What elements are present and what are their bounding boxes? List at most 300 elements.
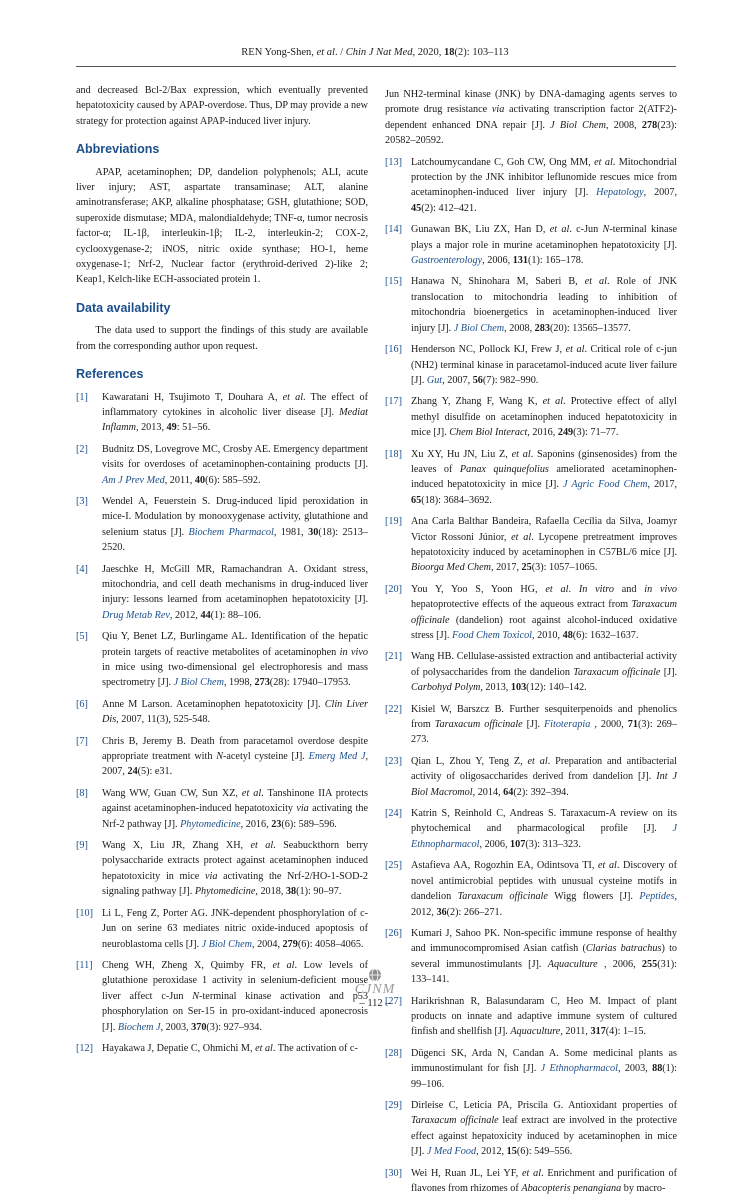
reference-text-part: 30 (308, 526, 319, 538)
journal-link[interactable]: J Agric Food Chem (562, 479, 648, 491)
journal-link[interactable]: Food Chem Toxicol (452, 630, 533, 641)
reference-text-part: Henderson NC, Pollock KJ, Frew J, (411, 344, 566, 356)
reference-text-part: Katrin S, Reinhold C, Andreas S. Taraxacum-A review on its phytochemical and pharmacological profile [J]. (411, 808, 677, 835)
reference-text-part: 44 (200, 609, 211, 621)
reference-number: [4] (76, 563, 88, 575)
reference-text-part: , 2012, (411, 891, 677, 918)
reference-text-part: Bioorga Med Chem (411, 562, 491, 574)
reference-text (102, 697, 368, 728)
journal-link[interactable]: J Ethnopharmacol (540, 1063, 618, 1075)
reference-text-part: (6): 549–556. (516, 1146, 573, 1158)
reference-text-part: (1): 88–106. (210, 609, 262, 621)
reference-text-part: , 2007, (442, 374, 473, 386)
reference-number: [18] (385, 448, 402, 460)
reference-text-part: Taraxacum officinale (457, 891, 548, 903)
reference-text-part: , 2016, (527, 427, 558, 439)
reference-text-part: by macro- (621, 1183, 666, 1194)
reference-number: [26] (385, 927, 402, 939)
reference-number: [5] (76, 631, 88, 643)
reference-number: [11] (76, 959, 93, 971)
reference-text-part: , 2011, (560, 1026, 591, 1038)
reference-item (385, 806, 677, 852)
logo-globe-icon (364, 968, 386, 982)
reference-item (385, 1166, 677, 1197)
reference-text-part: 48 (562, 630, 573, 641)
reference-text (411, 447, 677, 509)
reference-text-part: (6): 4058–4065. (297, 938, 364, 950)
reference-text-part: , 2014, (472, 786, 504, 798)
reference-number: [17] (385, 396, 402, 408)
reference-text-part: et al (565, 344, 585, 356)
reference-number: [16] (385, 344, 402, 356)
reference-text-part: Wendel A, Feuerstein S. Drug-induced lipid peroxidation in mice-I. Modulation by monooxygenase activity, glutathione and selenium status [J]. (102, 495, 368, 538)
reference-text (102, 390, 368, 436)
reference-text-part: Gunawan BK, Liu ZX, Han D, (411, 224, 550, 236)
reference-text-part: , 2007, (643, 187, 678, 199)
reference-number: [12] (76, 1042, 93, 1054)
reference-item (76, 786, 368, 832)
reference-text-part: (1): 99–106. (411, 1063, 677, 1090)
reference-text (102, 1041, 368, 1056)
reference-text-part: Mediat Inflamm (102, 406, 368, 434)
reference-item (385, 514, 677, 576)
reference-text-part: Kawaratani H, Tsujimoto T, Douhara A, (102, 391, 283, 403)
header-volume: 18 (444, 47, 455, 58)
reference-text-part: (2): 412–421. (421, 202, 477, 214)
reference-text-part: Dirleise C, Leticia PA, Priscila G. Antioxidant properties of (411, 1099, 677, 1111)
reference-text-part: J Biol Chem (550, 119, 606, 131)
reference-text-part: Clarias batrachus (585, 943, 662, 955)
reference-text-part: Taraxacum officinale (573, 666, 661, 678)
reference-item (76, 562, 368, 624)
reference-text-part: et al (282, 391, 304, 403)
reference-text-part: 38 (285, 886, 297, 898)
reference-text (102, 562, 368, 624)
reference-text (411, 155, 677, 217)
reference-text-part: . Lycopene pretreatment improves hepatotoxicity induced by acetaminophen in C57BL/6 mice [J]. (411, 531, 678, 558)
reference-text-part: (3): 1057–1065. (531, 562, 598, 574)
reference-text-part: , 2011, (164, 474, 195, 486)
reference-text-part: N (192, 990, 200, 1002)
reference-text-part: (18): 3684–3692. (421, 494, 492, 506)
reference-text-part: Jaeschke H, McGill MR, Ramachandran A. Oxidant stress, mitochondria, and cell death mechanisms in drug-induced liver injury: lessons learned from acetaminophen hepatotoxicity [J]. (102, 563, 368, 606)
reference-text-part: et al (545, 583, 569, 595)
reference-text-part: Ana Carla Balthar Bandeira, Rafaella Cecília da Silva, Joamyr Victor Rossoni Júnior, (411, 516, 677, 543)
reference-item (76, 1041, 368, 1056)
reference-number: [30] (385, 1167, 402, 1179)
reference-item (76, 442, 368, 488)
reference-text-part: Taraxacum officinale (411, 1115, 499, 1127)
reference-text-part: . Discovery of novel antimicrobial peptides with unusual cysteine motifs in dandelion (411, 860, 677, 903)
reference-text-part: Qiu Y, Benet LZ, Burlingame AL. Identification of the hepatic protein targets of reactive metabolites of acetaminophen (102, 631, 368, 658)
reference-text-part: via (296, 803, 309, 815)
reference-number: [20] (385, 583, 402, 595)
reference-text-part: (4): 1–15. (605, 1026, 646, 1038)
reference-item (385, 754, 677, 800)
reference-text-part: . Enrichment and purification of flavones from rhizomes of (411, 1167, 678, 1194)
reference-list-right (385, 155, 677, 1197)
journal-link[interactable]: J Biol Chem (173, 677, 224, 689)
reference-text-part: , 2006, (479, 838, 511, 850)
reference-item (385, 702, 677, 748)
journal-link[interactable]: J Biol Chem (201, 938, 252, 950)
journal-link[interactable]: Biochem J (117, 1021, 161, 1033)
reference-text-part: . Low levels of glutathione peroxidase 1 activity in selenium-deficient mouse liver affect c-Jun (102, 959, 368, 1002)
reference-text-part: in mice using two-dimensional gel electrophoresis and mass spectrometry [J]. (102, 662, 368, 689)
reference-text-part: . (568, 583, 579, 595)
reference-text (411, 394, 677, 440)
journal-link[interactable]: J Ethnopharmacol (411, 823, 677, 850)
reference-item (385, 274, 677, 336)
reference-text-part: Astafieva AA, Rogozhin EA, Odintsova TI, (411, 860, 598, 872)
reference-text (411, 342, 677, 388)
reference-text-part: and (613, 583, 645, 595)
reference-text-part: 131 (512, 255, 528, 267)
reference-item (385, 447, 677, 509)
reference-text-part: Harikrishnan R, Balasundaram C, Heo M. Impact of plant products on innate and adaptive immune system of cultured finfish and shellfish [J]. (411, 995, 677, 1038)
reference-text-part: Taraxacum officinale (434, 719, 523, 731)
reference-number: [3] (76, 495, 88, 507)
reference-text-part: et al (542, 396, 564, 408)
reference-item (385, 222, 677, 268)
reference-text-part: Wang WW, Guan CW, Sun XZ, (102, 787, 242, 799)
reference-text-part: N (602, 224, 610, 236)
reference-number: [15] (385, 276, 402, 288)
reference-text (411, 582, 677, 644)
reference-text-part: , 2013, (480, 682, 511, 694)
reference-text-part: et al (521, 1167, 542, 1179)
reference-text-part: et al (511, 531, 532, 543)
reference-text (411, 222, 677, 268)
reference-text-part: (23): 20582–20592. (385, 119, 678, 147)
reference-text-part: Budnitz DS, Lovegrove MC, Crosby AE. Emergency department visits for overdoses of acetaminophen-containing products [J]. (102, 443, 368, 471)
reference-number: [14] (385, 224, 402, 236)
reference-text (102, 786, 368, 832)
reference-text-part: (3): 71–77. (573, 427, 619, 439)
reference-text-part: (28): 17940–17953. (269, 677, 351, 689)
reference-text-part: , 2006, (482, 255, 513, 267)
header-rule (76, 66, 676, 67)
reference-number: [10] (76, 907, 93, 919)
reference-text-part: 273 (254, 677, 270, 689)
reference-text-part: N (216, 751, 223, 763)
reference-text-part: hepatoprotective effects of the aqueous extract from (411, 599, 632, 611)
reference-item (76, 906, 368, 952)
reference-text-part: You Y, Yoo S, Yoon HG, (411, 583, 546, 595)
header-etal: et al (316, 47, 335, 58)
reference-list-left (76, 390, 368, 1057)
reference-text-part: et al (272, 959, 295, 971)
reference-text-part: (6): 589–596. (281, 818, 337, 830)
reference-text-part: 25 (521, 562, 532, 574)
reference-text (411, 274, 677, 336)
reference-text (411, 1098, 677, 1160)
reference-text-part: . Seabuckthorn berry polysaccharide extracts protect against acetaminophen induced hepatotoxicity in mice (102, 840, 369, 882)
reference-text-part: et al (584, 276, 607, 288)
reference-text-part: Aquaculture (510, 1026, 561, 1038)
reference-text-part: , 2006, (597, 958, 642, 970)
reference-text-part: Qian L, Zhou Y, Teng Z, (411, 755, 528, 767)
reference-text-part: et al (511, 448, 531, 460)
reference-text-part: et al (255, 1042, 273, 1054)
reference-text-part: (20): 13565–13577. (549, 322, 631, 334)
reference-text-part: (7): 982–990. (482, 374, 539, 386)
reference-text-part: , 2013, (135, 422, 167, 434)
reference-12-continuation (385, 87, 677, 149)
reference-text-part: 249 (557, 427, 574, 439)
reference-item (385, 1046, 677, 1092)
journal-link[interactable]: Hepatology (596, 187, 644, 199)
left-column (76, 83, 368, 1062)
reference-text-part: ameliorated acetaminophen-induced hepatotoxicity in mice [J]. (411, 463, 677, 491)
reference-text-part: Anne M Larson. Acetaminophen hepatotoxicity [J]. (102, 698, 325, 710)
reference-number: [7] (76, 735, 88, 747)
intro-paragraph: and decreased Bcl-2/Bax expression, which eventually prevented hepatotoxicity caused by APAP-overdose. Thus, DP may provide a new strategy for protection against APAP-induced liver injury. (76, 85, 368, 127)
reference-item (385, 582, 677, 644)
reference-text (411, 858, 677, 920)
journal-link[interactable]: Biochem Pharmacol (188, 526, 274, 538)
reference-text-part: 64 (503, 786, 514, 798)
reference-text-part: , 2012, (169, 609, 201, 621)
reference-text-part: , 2008, (504, 322, 535, 334)
reference-text-part: , 1998, (223, 677, 255, 689)
journal-link[interactable]: Am J Prev Med (102, 474, 165, 486)
reference-text-part: . Protective effect of allyl methyl disulfide on acetaminophen induced hepatotoxicity in mice [J]. (411, 396, 677, 439)
reference-text-part: et al (594, 156, 613, 168)
reference-text-part: . Preparation and antibacterial activity of oligosaccharides derived from dandelion [J]. (411, 755, 677, 783)
reference-text-part: (6): 1632–1637. (572, 630, 639, 641)
reference-text-part: , 2017, (647, 479, 677, 491)
reference-text-part: , 2000, (590, 719, 628, 731)
reference-text-part: in vivo (644, 583, 677, 595)
reference-text-part: (1): 90–97. (296, 886, 342, 898)
reference-text-part: , 2003, (617, 1063, 653, 1075)
header-sep: . / (334, 47, 346, 58)
reference-item (385, 858, 677, 920)
reference-text (102, 442, 368, 488)
reference-text-part: 49 (166, 422, 177, 434)
reference-text-part: -terminal kinase plays a major role in murine acetaminophen hepatotoxicity [J]. (411, 224, 678, 251)
reference-text-part: 15 (506, 1146, 517, 1158)
reference-number: [13] (385, 156, 402, 168)
reference-text-part: 88 (652, 1063, 663, 1075)
reference-text-part: 255 (641, 958, 658, 970)
reference-text-part: Abacopteris penangiana (521, 1183, 622, 1194)
abbreviations-heading: Abbreviations (76, 142, 160, 157)
header-pages: (2): 103–113 (454, 47, 509, 58)
reference-text-part: . Mitochondrial protection by the JNK inhibitor leflunomide rescues mice from acetaminophen-induced liver injury [J]. (411, 156, 677, 199)
reference-text-part: Wang HB. Cellulase-assisted extraction and antibacterial activity of polysaccharides from the dandelion (411, 651, 677, 678)
reference-text-part: . Critical role of c-jun (NH2) terminal kinase in paracetamol-induced acute liver failure [J]. (411, 344, 678, 386)
logo-text: CJNM (354, 982, 396, 997)
reference-text-part: , 2004, (251, 938, 283, 950)
reference-text-part: ) to several immunostimulants [J]. (411, 943, 677, 970)
header-authors: REN Yong-Shen, (241, 47, 317, 58)
reference-text-part: [J]. (522, 719, 544, 731)
reference-text-part: 370 (191, 1021, 207, 1033)
reference-text-part: In vitro (578, 583, 614, 595)
reference-text-part: Hayakawa J, Depatie C, Ohmichi M, (102, 1042, 256, 1054)
reference-text-part: Int J Biol Macromol (411, 771, 677, 798)
reference-item (76, 390, 368, 436)
journal-link[interactable]: Phytomedicine (180, 818, 241, 830)
reference-text-part: 40 (194, 474, 206, 486)
reference-text-part: et al (250, 840, 274, 852)
page-number: – 112 – (359, 998, 391, 1009)
reference-text-part: (5): e31. (137, 766, 173, 778)
reference-text-part: . c-Jun (569, 224, 603, 236)
reference-text (411, 649, 677, 695)
reference-text (411, 1046, 677, 1092)
reference-text-part: , 2018, (255, 886, 286, 898)
reference-text (411, 754, 677, 800)
reference-text-part: . Tanshinone IIA protects against acetaminophen-induced hepatotoxicity (102, 787, 369, 815)
right-column (385, 87, 677, 1202)
reference-text-part: activating transcription factor 2(ATF2)-dependent enhanced DNA repair [J]. (385, 104, 677, 131)
reference-text (411, 514, 677, 576)
journal-link[interactable]: Drug Metab Rev (102, 609, 170, 621)
reference-number: [21] (385, 651, 402, 663)
reference-item (76, 494, 368, 556)
reference-number: [24] (385, 808, 402, 820)
reference-text-part: 107 (510, 838, 526, 850)
reference-text-part: Clin Liver Dis (102, 698, 368, 726)
reference-text-part: 45 (411, 202, 422, 214)
reference-number: [9] (76, 840, 88, 852)
reference-text-part: 317 (590, 1026, 606, 1038)
reference-text-part: 23 (271, 818, 282, 830)
reference-number: [22] (385, 703, 402, 715)
reference-text-part: , 2007, (102, 751, 369, 778)
reference-number: [8] (76, 787, 88, 799)
reference-text-part: , 2003, (160, 1021, 192, 1033)
reference-text-part: [J]. (660, 666, 678, 678)
reference-text-part: 278 (641, 119, 658, 131)
reference-text-part: Xu XY, Hu JN, Liu Z, (411, 448, 512, 460)
reference-text-part: , 2008, (605, 119, 642, 131)
reference-number: [27] (385, 995, 402, 1007)
reference-text-part: Wigg flowers [J]. (547, 891, 640, 903)
reference-text-part: (3): 927–934. (206, 1021, 262, 1033)
reference-text (411, 806, 677, 852)
reference-text-part: Panax quinquefolius (459, 463, 549, 475)
abbreviations-text: APAP, acetaminophen; DP, dandelion polyphenols; ALI, acute liver injury; AST, aspartate transaminase; ALT, alanine aminotransferase; AKP, alkaline phosphatase; GSH, glutathione; SOD, superoxide dismutase; MDA, malondialdehyde; TNF-α, tumor necrosis factor-α; IL-1β, interleukin-1β; IL-2, interleukin-2; COX-2, cyclooxygenase-2; iNOS, nitric oxide synthase; HO-1, heme oxygenase-1; Nrf-2, Nuclear factor (erythroid-derived 2)-like 2; Keap1, Kelch-like ECH-associated protein 1. (76, 166, 368, 286)
reference-text-part: , 2016, (240, 818, 272, 830)
reference-item (385, 394, 677, 440)
reference-text (411, 702, 677, 748)
reference-text-part: , 2017, (490, 562, 522, 574)
reference-text-part: 71 (627, 719, 638, 731)
reference-number: [2] (76, 443, 88, 455)
journal-link[interactable]: Peptides (639, 891, 675, 903)
reference-text-part: 279 (282, 938, 298, 950)
reference-number: [6] (76, 698, 88, 710)
journal-logo (0, 968, 750, 998)
reference-text-part: et al (597, 860, 617, 872)
reference-text-part: Hanawa N, Shinohara M, Saberi B, (411, 276, 585, 288)
reference-text-part: . Role of JNK translocation to mitochondria leading to inhibition of mitochondria bioenergetics in acetaminophen-induced liver injury [J]. (411, 276, 677, 334)
reference-text-part: Li L, Feng Z, Porter AG. JNK-dependent phosphorylation of c-Jun on serine 63 mediates nitric oxide-induced apoptosis of neuroblastoma cells [J]. (102, 907, 368, 950)
reference-text-part: et al (549, 224, 570, 236)
reference-item (385, 1098, 677, 1160)
running-header (0, 47, 750, 58)
reference-text-part: , 2007, 11(3), 525-548. (116, 714, 211, 726)
reference-text-part: Chris B, Jeremy B. Death from paracetamol overdose despite appropriate treatment with (102, 735, 368, 763)
reference-text-part: Latchoumycandane C, Goh CW, Ong MM, (411, 156, 595, 168)
reference-number: [29] (385, 1099, 402, 1111)
journal-link[interactable]: Gastroenterology (411, 255, 483, 267)
reference-text-part: , 2012, (476, 1146, 507, 1158)
reference-text-part: : 51–56. (176, 422, 211, 434)
reference-text-part: activating the Nrf-2 pathway [J]. (102, 803, 368, 830)
reference-text-part: (1): 165–178. (527, 255, 584, 267)
reference-text-part: Zhang Y, Zhang F, Wang K, (411, 396, 543, 408)
reference-text-part: et al (241, 787, 262, 799)
reference-text (102, 734, 368, 780)
reference-text-part: . The effect of inflammatory cytokines in alcoholic liver disease [J]. (102, 391, 368, 418)
header-journal: Chin J Nat Med (345, 47, 413, 58)
data-availability-text: The data used to support the findings of this study are available from the corresponding author upon request. (76, 325, 368, 352)
reference-text-part: 36 (436, 906, 447, 918)
journal-link[interactable]: Gut (426, 374, 443, 386)
reference-text-part: (18): 2513–2520. (102, 526, 368, 554)
reference-text-part: . Saponins (ginsenosides) from the leaves of (411, 448, 677, 475)
journal-link[interactable]: Emerg Med J (308, 751, 366, 763)
journal-link[interactable]: J Med Food (426, 1146, 477, 1158)
journal-link[interactable]: J Biol Chem (453, 322, 505, 334)
reference-text-part: -acetyl cysteine [J]. (222, 751, 309, 763)
reference-item (76, 838, 368, 900)
reference-number: [19] (385, 516, 402, 528)
reference-text-part: (dandelion) root against alcohol-induced oxidative stress [J]. (411, 614, 677, 641)
reference-text-part: Aquaculture (547, 958, 598, 970)
reference-text-part: (2): 392–394. (513, 786, 569, 798)
reference-text-part: in vivo (339, 646, 368, 658)
reference-number: [25] (385, 860, 402, 872)
reference-text-part: activating the Nrf-2/HO-1-SOD-2 signaling pathway [J]. (102, 870, 368, 898)
reference-text-part: leaf extract are involved in the protective effect against hepatoxicity induced by acetaminophen in mice [J]. (411, 1115, 677, 1158)
reference-text-part: 24 (127, 766, 138, 778)
reference-text-part: Taraxacum officinale (411, 599, 677, 626)
reference-text-part: Dügenci SK, Arda N, Candan A. Some medicinal plants as immunostimulant for fish [J]. (411, 1047, 677, 1075)
reference-text (102, 906, 368, 952)
reference-text-part: Kumari J, Sahoo PK. Non-specific immune response of healthy and immunocompromised Asian catfish ( (411, 927, 677, 955)
reference-text-part: Phytomedicine (194, 886, 256, 898)
reference-text-part: Jun NH2-terminal kinase (JNK) by DNA-damaging agents serves to promote drug resistance (385, 89, 677, 116)
reference-item (76, 734, 368, 780)
reference-item (385, 155, 677, 217)
journal-link[interactable]: Fitoterapia (543, 719, 591, 731)
reference-text-part: et al (527, 755, 548, 767)
reference-text-part: Carbohyd Polym (411, 682, 481, 694)
reference-text-part: . The activation of c- (272, 1042, 358, 1054)
reference-number: [23] (385, 755, 402, 767)
reference-text-part: via (491, 104, 505, 116)
reference-text-part: Chem Biol Interact (449, 427, 528, 439)
reference-item (385, 342, 677, 388)
reference-number: [1] (76, 391, 88, 403)
reference-text (102, 629, 368, 691)
reference-text-part: (3): 269–273. (411, 719, 677, 746)
reference-text-part: 103 (510, 682, 527, 694)
reference-text-part: (31): 133–141. (411, 958, 677, 986)
reference-text (102, 838, 368, 900)
reference-text-part: (2): 266–271. (446, 906, 503, 918)
data-availability-heading: Data availability (76, 300, 171, 315)
reference-text-part: 65 (411, 494, 422, 506)
header-year: , 2020, (412, 47, 445, 58)
reference-text-part: Kisiel W, Barszcz B. Further sesquiterpenoids and phenolics from (411, 703, 677, 731)
